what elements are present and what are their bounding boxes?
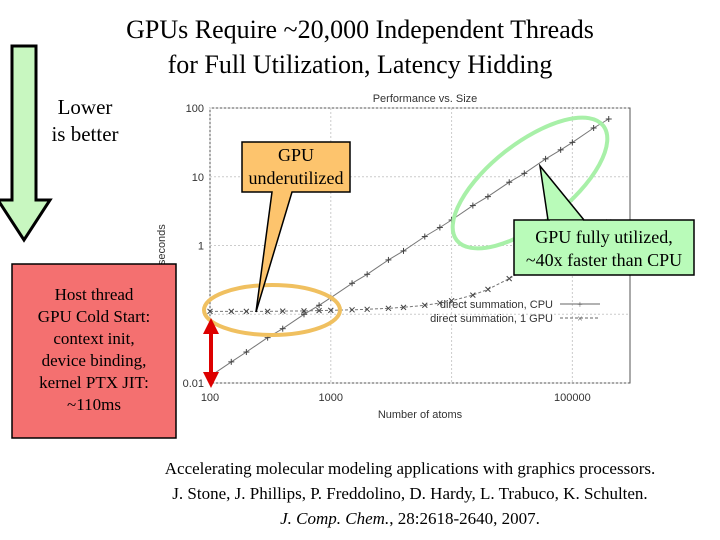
title-line-1: GPUs Require ~20,000 Independent Threads — [126, 15, 594, 44]
x-tick-label: 1000 — [318, 392, 344, 404]
legend-marker-gpu: × — [577, 314, 583, 325]
x-tick-label: 100 — [200, 392, 220, 404]
callout-gpu-fully-utilized-text — [514, 226, 694, 272]
callout-gpu-underutilized-text — [242, 144, 350, 190]
title-line-2: for Full Utilization, Latency Hidding — [167, 50, 553, 79]
y-tick-label: 1 — [197, 240, 204, 253]
host-line: Host thread — [54, 285, 134, 304]
x-axis-label: Number of atoms — [377, 409, 463, 421]
y-tick-label: 0.01 — [182, 378, 204, 390]
citation-line-1: Accelerating molecular modeling applications with graphics processors. — [164, 459, 656, 478]
legend-entry-gpu: direct summation, 1 GPU — [430, 313, 553, 325]
citation-volume: , 28:2618-2640, 2007. — [389, 509, 540, 528]
y-tick-label: 100 — [185, 103, 204, 115]
callout-full-line-2: ~40x faster than CPU — [525, 250, 683, 270]
callout-under-line-2: underutilized — [248, 168, 344, 188]
legend-entry-cpu: direct summation, CPU — [439, 299, 553, 311]
host-line: ~110ms — [67, 395, 121, 414]
chart-title: Performance vs. Size — [372, 93, 478, 105]
host-thread-text — [16, 284, 172, 416]
citation-journal: J. Comp. Chem. — [280, 509, 390, 528]
citation — [100, 456, 720, 531]
lower-line-2: is better — [51, 122, 119, 146]
lower-line-1: Lower — [57, 95, 113, 119]
legend-marker-cpu: + — [577, 300, 583, 311]
x-tick-label: 100000 — [554, 392, 591, 404]
citation-line-3 — [100, 506, 720, 531]
host-line: GPU Cold Start: — [37, 307, 151, 326]
y-tick-label: 10 — [191, 171, 204, 184]
citation-line-2: J. Stone, J. Phillips, P. Freddolino, D. Hardy, L. Trabuco, K. Schulten. — [172, 484, 648, 503]
callout-full-line-1: GPU fully utilized, — [535, 227, 673, 247]
host-line: context init, — [53, 329, 135, 348]
callout-under-line-1: GPU — [277, 145, 314, 165]
host-line: kernel PTX JIT: — [39, 373, 149, 392]
lower-is-better-label — [40, 94, 130, 148]
host-line: device binding, — [41, 351, 147, 370]
